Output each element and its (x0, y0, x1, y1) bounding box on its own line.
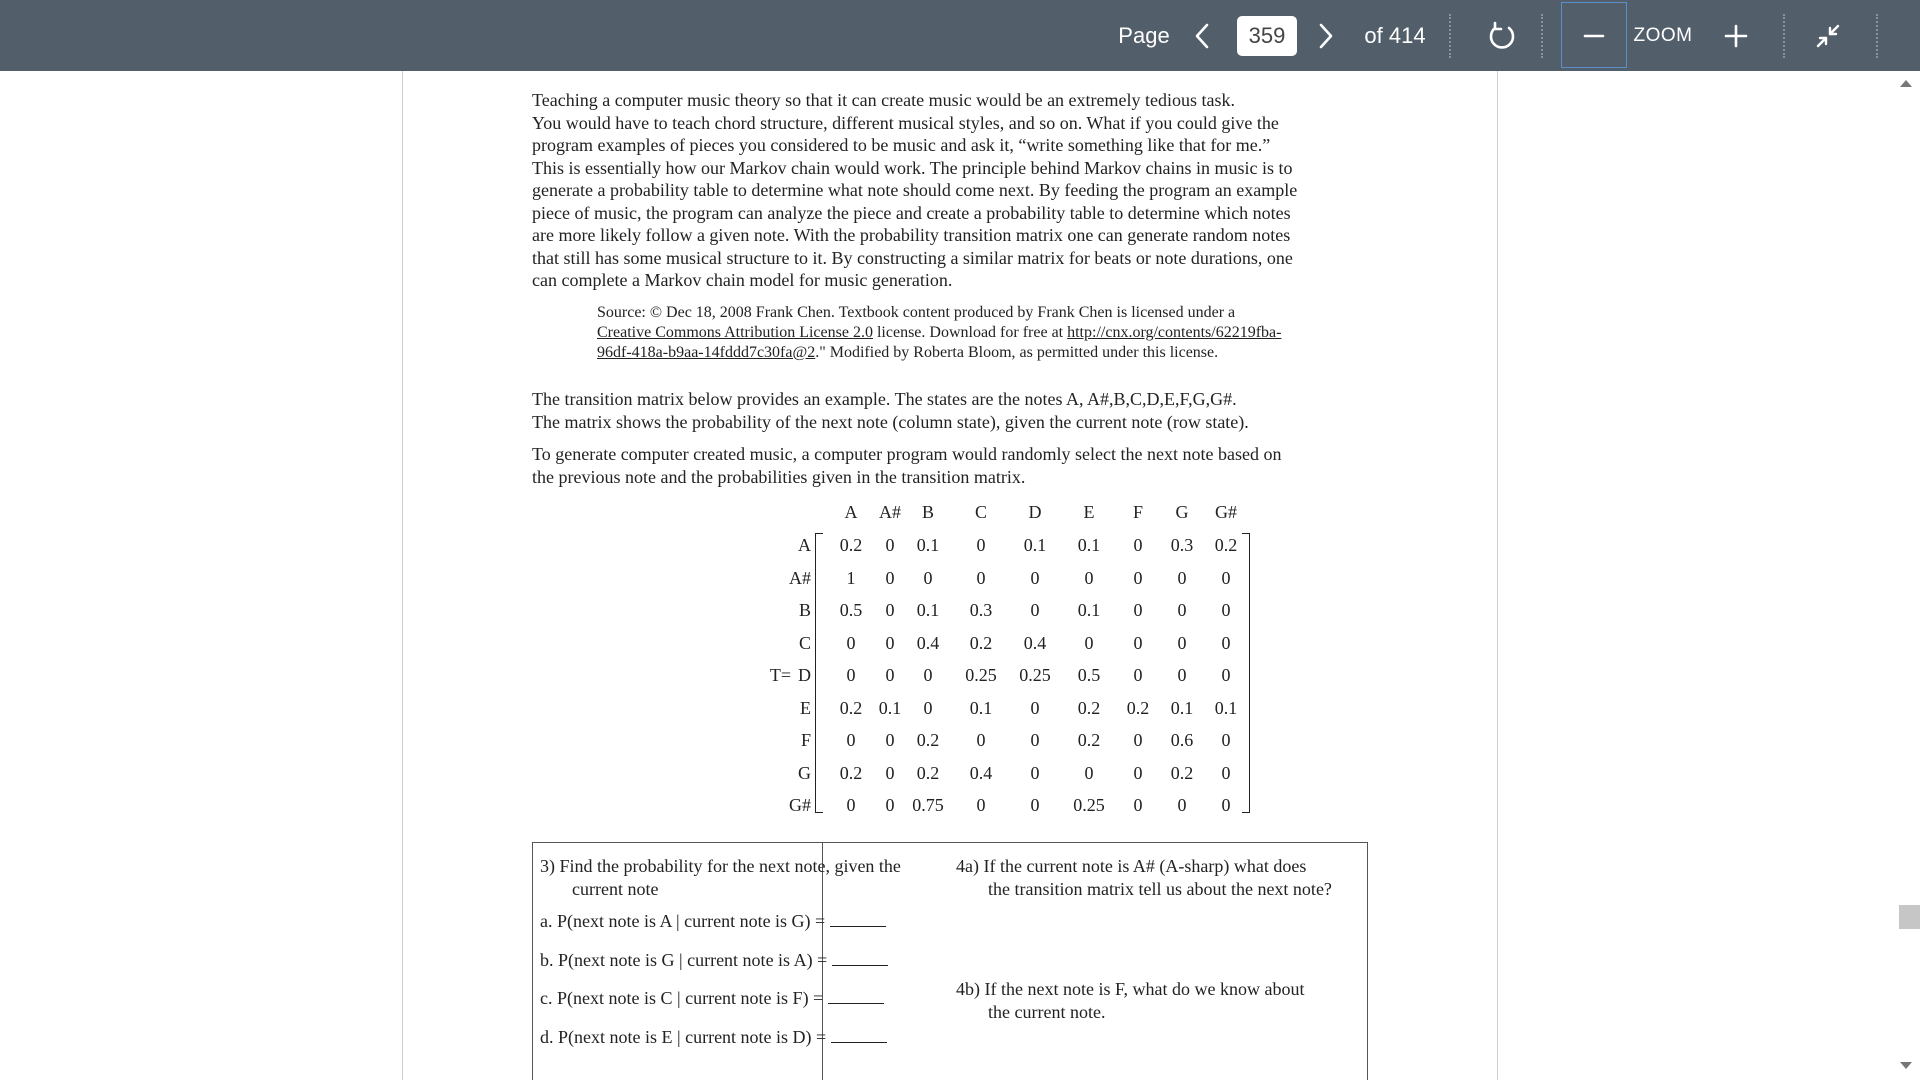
matrix-cell: 0.1 (1077, 600, 1101, 620)
page-number-field-wrap (1236, 0, 1298, 71)
matrix-cell: 0.1 (916, 600, 940, 620)
matrix-cell: 0 (1084, 567, 1094, 588)
matrix-cell: 0 (885, 665, 895, 685)
matrix-cell: 0.1 (916, 535, 940, 555)
matrix-cell: 0 (885, 795, 895, 815)
matrix-cell: 0 (1133, 600, 1143, 620)
matrix-cell: 0 (976, 567, 986, 588)
text-line: The matrix shows the probability of the next note (column state), given the current note (row state). (532, 411, 1249, 432)
question-3b (540, 949, 940, 972)
matrix-cell: 0.1 (969, 697, 993, 718)
question-4a (956, 855, 1371, 901)
matrix-column-header: E (1083, 502, 1095, 522)
text-line: To generate computer created music, a computer program would randomly select the next note based on (532, 444, 1282, 464)
answer-blank[interactable] (830, 910, 886, 927)
matrix-cell: 0 (1133, 762, 1143, 783)
matrix-cell: 0.1 (1170, 697, 1194, 718)
matrix-cell: 0.1 (1214, 697, 1238, 718)
matrix-cell: 0 (1133, 665, 1143, 685)
matrix-cell: 0.4 (916, 632, 940, 653)
matrix-cell: 0.1 (1023, 535, 1047, 555)
matrix-cell: 0 (923, 665, 933, 685)
matrix-cell: 0.2 (839, 697, 863, 718)
source-text: ." Modified by Roberta Bloom, as permitted under this license. (815, 344, 1219, 361)
question-text: the current note. (988, 1002, 1106, 1022)
matrix-cell: 0.5 (839, 600, 863, 620)
matrix-cell: 0 (885, 762, 895, 783)
text-line: The transition matrix below provides an example. The states are the notes A, A#,B,C,D,E,F,G,G#. (532, 389, 1237, 409)
matrix-cell: 0 (1084, 632, 1094, 653)
matrix-cell: 0 (1133, 632, 1143, 653)
matrix-cell: 0 (1030, 697, 1040, 718)
matrix-cell: 0 (1030, 567, 1040, 588)
text-line: generate a probability table to determine what note should come next. By feeding the program an example (532, 180, 1298, 200)
matrix-row-label: G (798, 762, 811, 783)
text-line: program examples of pieces you considered to be music and ask it, “write something like that for me.” (532, 135, 1271, 155)
pdf-page (402, 71, 1498, 1080)
scroll-up-arrow-icon[interactable] (1900, 80, 1912, 87)
matrix-cell: 0.2 (1126, 697, 1150, 718)
matrix-cell: 0 (846, 730, 856, 750)
scroll-down-arrow-icon[interactable] (1900, 1062, 1912, 1069)
answer-blank[interactable] (831, 1026, 887, 1043)
matrix-cell: 0 (1221, 762, 1231, 783)
page-label: Page (1118, 22, 1170, 48)
matrix-cell: 0.1 (1077, 535, 1101, 555)
question-3-title (540, 855, 940, 901)
matrix-cell: 0.2 (1077, 730, 1101, 750)
exit-fullscreen-button[interactable] (1810, 0, 1846, 71)
matrix-row-label: B (798, 600, 811, 620)
matrix-cell: 0 (1030, 795, 1040, 815)
matrix-cell: 0 (976, 730, 986, 750)
text-line: the previous note and the probabilities given in the transition matrix. (532, 466, 1026, 487)
collapse-icon (1814, 22, 1842, 50)
matrix-cell: 0 (885, 632, 895, 653)
matrix-cell: 0 (1177, 665, 1187, 685)
matrix-cell: 0 (1221, 567, 1231, 588)
chevron-right-icon (1317, 22, 1335, 50)
text-line: This is essentially how our Markov chain would work. The principle behind Markov chains in music is to (532, 157, 1293, 178)
matrix-cell: 0 (923, 567, 933, 588)
toolbar-divider (1449, 14, 1451, 58)
zoom-label: ZOOM (1633, 24, 1693, 46)
matrix-cell: 0 (1133, 567, 1143, 588)
matrix-cell: 0.2 (916, 762, 940, 783)
matrix-cell: 0 (885, 600, 895, 620)
matrix-cell: 0.2 (1170, 762, 1194, 783)
matrix-cell: 0.75 (912, 795, 944, 815)
matrix-cell: 0 (976, 795, 986, 815)
matrix-cell: 0 (1221, 795, 1231, 815)
matrix-cell: 0 (1030, 762, 1040, 783)
question-3d (540, 1026, 940, 1049)
question-3a (540, 910, 940, 933)
rotate-button[interactable] (1480, 0, 1524, 71)
pdf-toolbar (0, 0, 1920, 71)
matrix-cell: 0 (1133, 730, 1143, 750)
matrix-cell: 0.6 (1170, 730, 1194, 750)
chevron-left-icon (1193, 22, 1211, 50)
question-text: d. P(next note is E | current note is D) = (540, 1027, 831, 1047)
matrix-cell: 0 (1030, 730, 1040, 750)
matrix-row-label: F (800, 730, 811, 750)
matrix-column-header: G (1175, 502, 1189, 522)
zoom-in-button[interactable] (1718, 0, 1754, 71)
matrix-cell: 0.3 (1170, 535, 1194, 555)
matrix-cell: 0 (1221, 600, 1231, 620)
matrix-column-header: F (1132, 502, 1143, 522)
page-number-input[interactable] (1237, 16, 1297, 56)
matrix-column-header: A# (879, 502, 901, 522)
matrix-cell: 0 (1221, 730, 1231, 750)
matrix-cell: 0 (1221, 665, 1231, 685)
matrix-cell: 0.1 (878, 697, 902, 718)
matrix-name-label: T= (769, 665, 791, 685)
matrix-row-label: G# (789, 795, 811, 815)
matrix-cell: 0.25 (1019, 665, 1051, 685)
text-line: Teaching a computer music theory so that it can create music would be an extremely tedious task. (532, 90, 1236, 110)
matrix-column-header: B (921, 502, 934, 522)
source-url-link[interactable]: http://cnx.org/contents/62219fba- (1067, 324, 1282, 341)
text-line: are more likely follow a given note. With the probability transition matrix one can generate random notes (532, 225, 1291, 245)
matrix-cell: 0 (1133, 795, 1143, 815)
question-text: 3) Find the probability for the next note, given the (540, 856, 901, 876)
matrix-cell: 0.4 (969, 762, 993, 783)
matrix-cell: 0 (885, 730, 895, 750)
question-text: c. P(next note is C | current note is F) = (540, 988, 828, 1008)
matrix-cell: 0.25 (965, 665, 997, 685)
matrix-row-label: A# (789, 567, 811, 588)
matrix-cell: 0.3 (969, 600, 993, 620)
matrix-cell: 0 (1177, 600, 1187, 620)
matrix-column-header: A (844, 502, 858, 522)
matrix-cell: 0.2 (1214, 535, 1238, 555)
matrix-cell: 0 (846, 795, 856, 815)
text-line: that still has some musical structure to it. By constructing a similar matrix for beats or note durations, one (532, 247, 1293, 268)
license-link[interactable]: Creative Commons Attribution License 2.0 (597, 324, 873, 341)
matrix-cell: 0 (885, 567, 895, 588)
matrix-cell: 0.5 (1077, 665, 1101, 685)
answer-blank[interactable] (832, 949, 888, 966)
matrix-column-header: G# (1215, 502, 1237, 522)
question-text: current note (572, 879, 659, 899)
matrix-cell: 0.2 (1077, 697, 1101, 718)
zoom-out-button[interactable] (1561, 0, 1627, 71)
matrix-cell: 0 (1177, 567, 1187, 588)
matrix-cell: 0 (1030, 600, 1040, 620)
matrix-cell: 0 (885, 535, 895, 555)
question-text: 4a) If the current note is A# (A-sharp) what does (956, 856, 1307, 876)
toolbar-divider (1541, 14, 1543, 58)
plus-icon (1724, 24, 1748, 48)
toolbar-divider (1876, 14, 1878, 58)
matrix-cell: 0 (1177, 632, 1187, 653)
matrix-cell: 0.2 (839, 762, 863, 783)
source-text: license. Download for free at (872, 324, 1068, 341)
next-page-button[interactable] (1312, 0, 1340, 71)
matrix-cell: 0 (1084, 762, 1094, 783)
matrix-cell: 0 (923, 697, 933, 718)
matrix-cell: 0 (846, 632, 856, 653)
matrix-cell: 1 (846, 567, 856, 588)
text-line: You would have to teach chord structure, different musical styles, and so on. What if you could give the (532, 112, 1279, 133)
matrix-row-label: D (798, 665, 811, 685)
question-text: the transition matrix tell us about the next note? (988, 879, 1332, 899)
matrix-cell: 0 (1133, 535, 1143, 555)
answer-blank[interactable] (828, 987, 884, 1004)
matrix-cell: 0.2 (969, 632, 993, 653)
matrix-cell: 0 (1177, 795, 1187, 815)
vertical-scrollbar[interactable] (1892, 71, 1920, 1080)
question-4b (956, 978, 1371, 1024)
matrix-cell: 0 (1221, 632, 1231, 653)
minus-icon (1582, 24, 1606, 48)
source-url-link-cont[interactable]: 96df-418a-b9aa-14fddd7c30fa@2 (597, 344, 816, 361)
text-line: piece of music, the program can analyze the piece and create a probability table to determine which notes (532, 202, 1291, 223)
text-line: can complete a Markov chain model for music generation. (532, 270, 953, 290)
matrix-column-header: D (1028, 502, 1042, 522)
question-3c (540, 987, 940, 1010)
rotate-icon (1486, 20, 1518, 52)
scrollbar-thumb[interactable] (1899, 905, 1920, 929)
matrix-cell: 0.4 (1023, 632, 1047, 653)
matrix-cell: 0.2 (916, 730, 940, 750)
matrix-cell: 0.25 (1073, 795, 1105, 815)
toolbar-divider (1783, 14, 1785, 58)
matrix-row-label: C (798, 632, 811, 653)
document-viewer (0, 71, 1920, 1080)
previous-page-button[interactable] (1188, 0, 1216, 71)
matrix-row-label: E (800, 697, 811, 718)
matrix-cell: 0 (846, 665, 856, 685)
source-line-1: Source: © Dec 18, 2008 Frank Chen. Textbook content produced by Frank Chen is licensed under a (597, 304, 1236, 321)
question-text: 4b) If the next note is F, what do we know about (956, 979, 1305, 999)
matrix-cell: 0.2 (839, 535, 863, 555)
matrix-column-header: C (974, 502, 987, 522)
transition-matrix (403, 71, 1497, 831)
question-text: b. P(next note is G | current note is A) = (540, 950, 832, 970)
matrix-row-label: A (798, 535, 811, 555)
matrix-cell: 0 (976, 535, 986, 555)
question-text: a. P(next note is A | current note is G) = (540, 911, 830, 931)
total-pages-label: of 414 (1364, 22, 1426, 48)
